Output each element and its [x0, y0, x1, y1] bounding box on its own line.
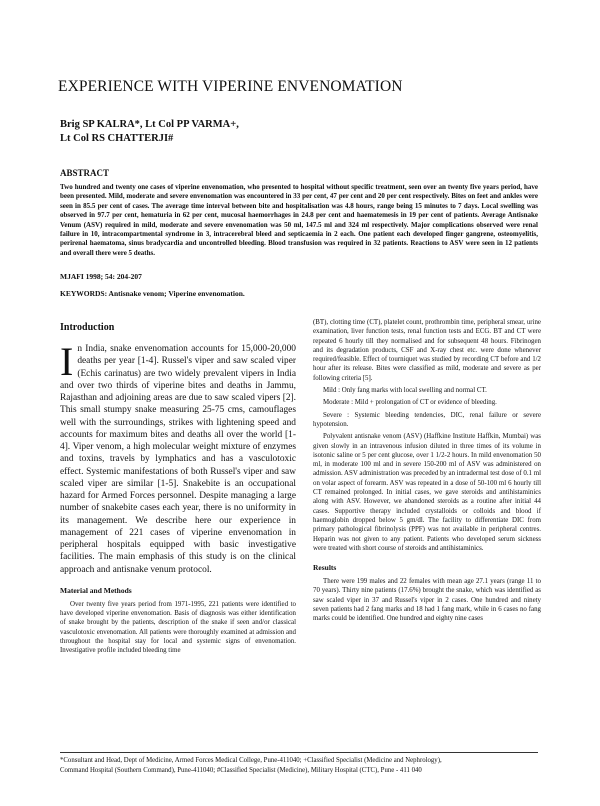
methods-text: Over twenty five years period from 1971-1995, 221 patients were identified to have developed viperine envenomation. Basis of diagnosis was either identification of snake brought by the patients, description of the snake if seen and/or classical vasculotoxic envenomation. All patients were thoroughly examined at admission and throughout the hospital stay for local and systemic signs of envenomation. Investigative profile included bleeding time: [60, 600, 296, 655]
results-text: There were 199 males and 22 females with mean age 27.1 years (range 11 to 70 years). Thirty nine patients (17.6%) brought the snake, which was identified as saw scaled viper in 37 and Russel's viper in 2 cases. One hundred and ninety seven patients had 2 fang marks and 18 had 1 fang mark, while in 6 cases no fang marks could be identified. One hundred and eighty nine cases: [313, 578, 541, 623]
footnote-line-2: Command Hospital (Southern Command), Pune-411040; #Classified Specialist (Medicine), Military Hospital (CTC), Pune - 411 040: [60, 766, 422, 774]
asv-protocol-paragraph: Polyvalent antisnake venom (ASV) (Haffkine Institute Haffkin, Mumbai) was given slowly in an intravenous infusion diluted in three times of its volume in isotonic saline or 5 per cent glucose, over 1 1/2-2 hours. In mild envenomation 50 ml, in moderate 100 ml and in severe 150-200 ml of ASV was administered on admission. ASV administration was preceded by an intradermal test dose of 0.1 ml on volar aspect of forearm. ASV was repeated in a dose of 50-100 ml 6 hourly till CT remained prolonged. In initial cases, we gave steroids and antihistaminics along with ASV. However, we abandoned steroids as a routine after initial 44 cases. Supportive therapy included crystalloids or colloids and blood if haemoglobin dropped below 5 gm/dl. The facility to differentiate DIC from primary pathological fibrinolysis (PPF) was not available in peripheral centres. Heparin was not given to any patient. Patients who developed serum sickness were treated with short course of steroids and antihistaminics.: [313, 433, 541, 552]
introduction-text: [60, 339, 296, 576]
introduction-heading: Introduction: [60, 322, 115, 333]
article-title: EXPERIENCE WITH VIPERINE ENVENOMATION: [58, 78, 403, 95]
criteria-moderate: Moderate : Mild + prolongation of CT or evidence of bleeding.: [323, 399, 497, 407]
footnote: [60, 756, 540, 775]
methods-heading: Material and Methods: [60, 585, 132, 595]
abstract-heading: ABSTRACT: [60, 168, 110, 178]
abstract-text: Two hundred and twenty one cases of viperine envenomation, who presented to hospital without specific treatment, seen over an twenty five years period, have been presented. Mild, moderate and severe envenomation was encountered in 33 per cent, 47 per cent and 20 per cent respectively. Bites on feet and ankles were seen in 85.5 per cent of cases. The average time interval between bite and hospitalisation was 4.8 hours, range being 15 minutes to 7 days. Local swelling was observed in 97.7 per cent, hematuria in 62 per cent, mucosal haemorrhages in 24.8 per cent and haematemesis in 19 per cent of patients. Average Antisnake Venum (ASV) required in mild, moderate and severe envenomation was 50 ml, 147.5 ml and 324 ml respectively. Major complications observed were renal failure in 10, intracompartmental syndrome in 3, intracerebral bleed and septicaemia in 2 each. One patient each developed finger gangrene, osteomyelitis, perirenal haematoma, sinus bradycardia and uncontrolled bleeding. Blood transfusion was required in 32 patients. Reactions to ASV were seen in 12 patients and overall there were 5 deaths.: [60, 183, 538, 257]
results-heading: Results: [313, 563, 337, 573]
footnote-line-1: *Consultant and Head, Dept of Medicine, Armed Forces Medical College, Pune-411040; +Classified Specialist (Medicine and Nephrology),: [60, 757, 442, 764]
authors-line-1: Brig SP KALRA*, Lt Col PP VARMA+,: [60, 119, 239, 130]
right-column: [313, 318, 541, 627]
introduction-body: n India, snake envenomation accounts for 15,000-20,000 deaths per year [1-4]. Russel's viper and saw scaled viper (Echis carinatus) are two widely prevalent vipers in India and over two thirds of viperine bites and deaths in Jammu, Rajasthan and adjoining areas are due to saw scaled vipers [2]. This small stumpy snake measuring 25-75 cms, camouflages well with the surroundings, strikes with lightening speed and accounts for maximum bites and deaths all over the world [1-4]. Viper venom, a high molecular weight mixture of enzymes and toxins, travels by lymphatics and has a vasculotoxic effect. Systemic manifestations of both Russel's viper and saw scaled viper are similar [1-5]. Snakebite is an occupational hazard for Armed Forces personnel. Despite managing a large number of snakebite cases each year, there is no uniformity in its management. We describe here our experience in management of 221 cases of viperine envenomation in peripheral hospitals equipped with basic investigative facilities. The main emphasis of this study is on the clinical approach and antisnake venum protocol.: [60, 344, 296, 575]
journal-reference: MJAFI 1998; 54: 204-207: [60, 272, 142, 281]
left-column: [60, 318, 296, 659]
author-block: [60, 118, 540, 146]
authors-line-2: Lt Col RS CHATTERJI#: [60, 133, 174, 144]
investigations-paragraph: (BT), clotting time (CT), platelet count, prothrombin time, peripheral smear, urine examination, liver function tests, renal function tests and ECG. BT and CT were repeated 6 hourly till they normalised and for subsequent 48 hours. Fibrinogen and its degradation products, CSF and X-ray chest etc. were done whenever required/feasible. Effect of tourniquet was studied by recording CT before and 1/2 hour after its release. Bites were classified as mild, moderate and severe as per following criteria [5].: [313, 319, 541, 382]
drop-cap: I: [60, 339, 74, 384]
criteria-mild: Mild : Only fang marks with local swelling and normal CT.: [323, 387, 487, 395]
footnote-divider: [60, 752, 538, 753]
criteria-severe: Severe : Systemic bleeding tendencies, DIC, renal failure or severe hypotension.: [313, 411, 541, 428]
keywords: KEYWORDS: Antisnake venom; Viperine envenomation.: [60, 289, 245, 298]
